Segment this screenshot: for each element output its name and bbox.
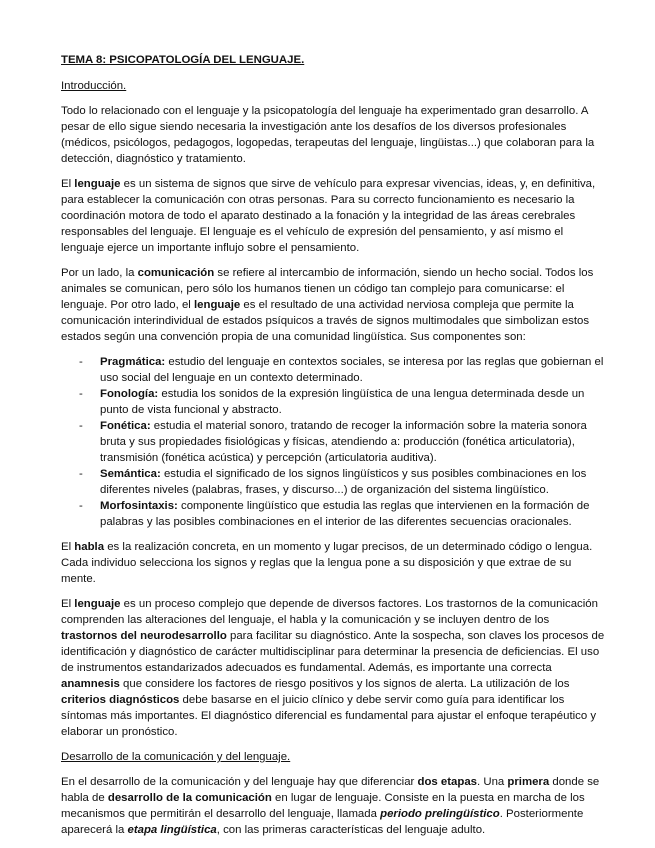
bold-term-lenguaje: lenguaje [193, 299, 241, 311]
section-heading-introduccion: Introducción. [61, 80, 127, 92]
text-run: que considere los factores de riesgo positivos y los signos de alerta. La utilización de los [119, 678, 570, 690]
component-term: Semántica: [100, 468, 161, 480]
text-run: En el desarrollo de la comunicación y del lenguaje hay que diferenciar [61, 776, 418, 788]
text-run: es el resultado de una actividad nerviosa compleja que permite la comunicación interindividual de estados psíquicos a través de signos multimodales que simbolizan estos estados según una convención propia de una comunidad lingüística. Sus componentes son: [61, 299, 590, 343]
bold-term-comunicacion: comunicación [137, 267, 215, 279]
list-item-semantica [61, 466, 608, 498]
text-run: es la realización concreta, en un momento y lugar precisos, de un determinado código o lengua. Cada individuo selecciona los signos y reglas que la lengua pone a su disposición y que extrae de su mente. [61, 541, 593, 585]
text-run: donde se habla de [61, 776, 600, 804]
list-item-morfosintaxis [61, 498, 608, 530]
bold-italic-term-etapa: etapa lingüística [127, 824, 217, 836]
paragraph-habla [61, 539, 608, 587]
text-run: en lugar de lenguaje. Consiste en la puesta en marcha de los mecanismos que permitirán el desarrollo del lenguaje, llamada [61, 792, 585, 820]
list-item-fonetica [61, 418, 608, 466]
component-description: estudio del lenguaje en contextos sociales, se interesa por las reglas que gobiernan el uso social del lenguaje en un contexto determinado. [100, 356, 604, 384]
component-term: Fonética: [100, 420, 151, 432]
bold-term-lenguaje: lenguaje [74, 178, 121, 190]
text-run: El [61, 598, 75, 610]
list-bullet: - [79, 356, 83, 368]
text-run: El [61, 178, 75, 190]
bold-term-lenguaje: lenguaje [74, 598, 121, 610]
text-run: El [61, 541, 75, 553]
component-description: estudia el material sonoro, tratando de recoger la información sobre la materia sonora bruta y sus propiedades fisiológicas y físicas, atendiendo a: producción (fonética articulatoria), transmisión (fonética acústica) y percepción (articulatoria auditiva). [100, 420, 587, 464]
bold-term-dos-etapas: dos etapas [417, 776, 478, 788]
list-bullet: - [79, 420, 83, 432]
paragraph-intro: Todo lo relacionado con el lenguaje y la psicopatología del lenguaje ha experimentado gran desarrollo. A pesar de ello sigue siendo necesaria la investigación ante los desafíos de los diversos profesionales (médicos, psicólogos, pedagogos, logopedas, terapeutas del lenguaje, lingüistas...) que colaboran para la detección, diagnóstico y tratamiento. [61, 105, 595, 165]
text-run: debe basarse en el juicio clínico y debe servir como guía para identificar los síntomas más importantes. El diagnóstico diferencial es fundamental para ajustar el enfoque terapéutico y elaborar un pronóstico. [61, 694, 597, 738]
paragraph-lenguaje-definicion [61, 176, 608, 256]
text-run: es un proceso complejo que depende de diversos factores. Los trastornos de la comunicación comprenden las alteraciones del lenguaje, el habla y la comunicación y se incluyen dentro de los [61, 598, 598, 626]
list-bullet: - [79, 500, 83, 512]
text-run: es un sistema de signos que sirve de vehículo para expresar vivencias, ideas, y, en definitiva, para establecer la comunicación con otras personas. Para su correcto funcionamiento es necesario la coordinación motora de todo el aparato destinado a la fonación y la integridad de las áreas cerebrales responsables del lenguaje. El lenguaje es el vehículo de expresión del pensamiento, y así mismo el lenguaje ejerce un importante influjo sobre el pensamiento. [61, 178, 596, 254]
text-run: , con las primeras características del lenguaje adulto. [216, 824, 486, 836]
document-page [61, 52, 608, 847]
text-run: Por un lado, la [61, 267, 138, 279]
list-item-fonologia [61, 386, 608, 418]
list-item-pragmatica [61, 354, 608, 386]
bold-term-criterios: criterios diagnósticos [61, 694, 180, 706]
components-list [61, 354, 608, 530]
text-run: . Posteriormente aparecerá la [61, 808, 584, 836]
component-description: componente lingüístico que estudia las reglas que intervienen en la formación de palabras y las posibles combinaciones en el interior de las diferentes secuencias oracionales. [100, 500, 590, 528]
component-term: Fonología: [100, 388, 159, 400]
bold-term-trastornos: trastornos del neurodesarrollo [61, 630, 227, 642]
bold-term-anamnesis: anamnesis [61, 678, 120, 690]
text-run: se refiere al intercambio de información, siendo un hecho social. Todos los animales se comunican, pero sólo los humanos tienen un código tan complejo para comunicarse: el lenguaje. Por otro lado, el [61, 267, 594, 311]
paragraph-comunicacion [61, 265, 608, 345]
document-title: TEMA 8: PSICOPATOLOGÍA DEL LENGUAJE. [61, 54, 305, 66]
component-term: Morfosintaxis: [100, 500, 178, 512]
list-bullet: - [79, 388, 83, 400]
bold-italic-term-periodo: periodo prelingüístico [380, 808, 500, 820]
component-description: estudia los sonidos de la expresión lingüística de una lengua determinada desde un punto de vista funcional y abstracto. [100, 388, 585, 416]
paragraph-trastornos [61, 596, 608, 740]
text-run: para facilitar su diagnóstico. Ante la sospecha, son claves los procesos de identificación y diagnóstico de carácter multidisciplinar para determinar la presencia de deficiencias. El uso de instrumentos estandarizados adecuados es fundamental. Además, es importante una correcta [61, 630, 605, 674]
bold-term-habla: habla [74, 541, 105, 553]
section-heading-desarrollo: Desarrollo de la comunicación y del lenguaje. [61, 751, 291, 763]
bold-term-desarrollo-comunicacion: desarrollo de la comunicación [107, 792, 272, 804]
list-bullet: - [79, 468, 83, 480]
component-term: Pragmática: [100, 356, 166, 368]
text-run: . Una [477, 776, 508, 788]
bold-term-primera: primera [507, 776, 550, 788]
component-description: estudia el significado de los signos lingüísticos y sus posibles combinaciones en los diferentes niveles (palabras, frases, y discurso...) de organización del sistema lingüístico. [100, 468, 587, 496]
paragraph-desarrollo [61, 774, 608, 838]
